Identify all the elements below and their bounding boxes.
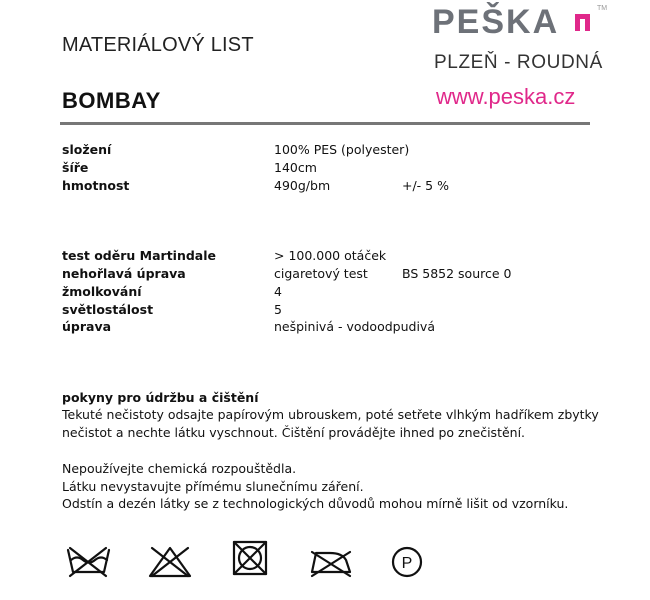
- spec-value: 140cm: [274, 160, 317, 175]
- no-tumble-dry-icon: [234, 542, 266, 574]
- spec-label: složení: [62, 142, 112, 157]
- care-heading: pokyny pro údržbu a čištění: [62, 390, 259, 405]
- logo-mark: [575, 14, 590, 31]
- brand-logo: [432, 0, 607, 40]
- care-note: Látku nevystavujte přímému slunečnímu záření.: [62, 479, 364, 494]
- fabric-name: BOMBAY: [62, 88, 161, 113]
- svg-text:PEŠKA: PEŠKA: [432, 3, 560, 40]
- care-note: Odstín a dezén látky se z technologických důvodů mohou mírně lišit od vzorníku.: [62, 496, 569, 511]
- spec-value: 490g/bm: [274, 178, 331, 193]
- no-wash-icon: [68, 548, 109, 576]
- spec-tolerance: +/- 5 %: [402, 178, 449, 193]
- brand-city: PLZEŇ - ROUDNÁ: [434, 52, 603, 73]
- document-title: MATERIÁLOVÝ LIST: [62, 34, 254, 56]
- test-label: žmolkování: [62, 284, 142, 299]
- no-bleach-icon: [150, 548, 190, 576]
- test-label: test oděru Martindale: [62, 248, 216, 263]
- test-label: úprava: [62, 319, 112, 334]
- care-paragraph: Tekuté nečistoty odsajte papírovým ubrouskem, poté setřete vlhkým hadříkem zbytky nečistot a nechte látku vyschnout. Čištění provádějte ihned po znečistění.: [62, 407, 599, 440]
- no-iron-icon: [312, 552, 350, 576]
- test-value: 4: [274, 284, 282, 299]
- care-symbols: [62, 538, 442, 582]
- test-value: 5: [274, 302, 282, 317]
- test-value: > 100.000 otáček: [274, 248, 387, 263]
- professional-clean-p-icon: [393, 548, 421, 576]
- spec-value: 100% PES (polyester): [274, 142, 410, 157]
- care-note: Nepoužívejte chemická rozpouštědla.: [62, 461, 297, 476]
- svg-text:TM: TM: [597, 5, 607, 12]
- test-standard: BS 5852 source 0: [402, 266, 512, 281]
- brand-website-link[interactable]: www.peska.cz: [436, 84, 576, 109]
- header-divider: [60, 122, 590, 125]
- spec-label: hmotnost: [62, 178, 130, 193]
- test-label: nehořlavá úprava: [62, 266, 186, 281]
- spec-label: šíře: [62, 160, 89, 175]
- test-value: cigaretový test: [274, 266, 368, 281]
- test-value: nešpinivá - vodoodpudivá: [274, 319, 435, 334]
- svg-text:P: P: [401, 555, 413, 572]
- test-label: světlostálost: [62, 302, 154, 317]
